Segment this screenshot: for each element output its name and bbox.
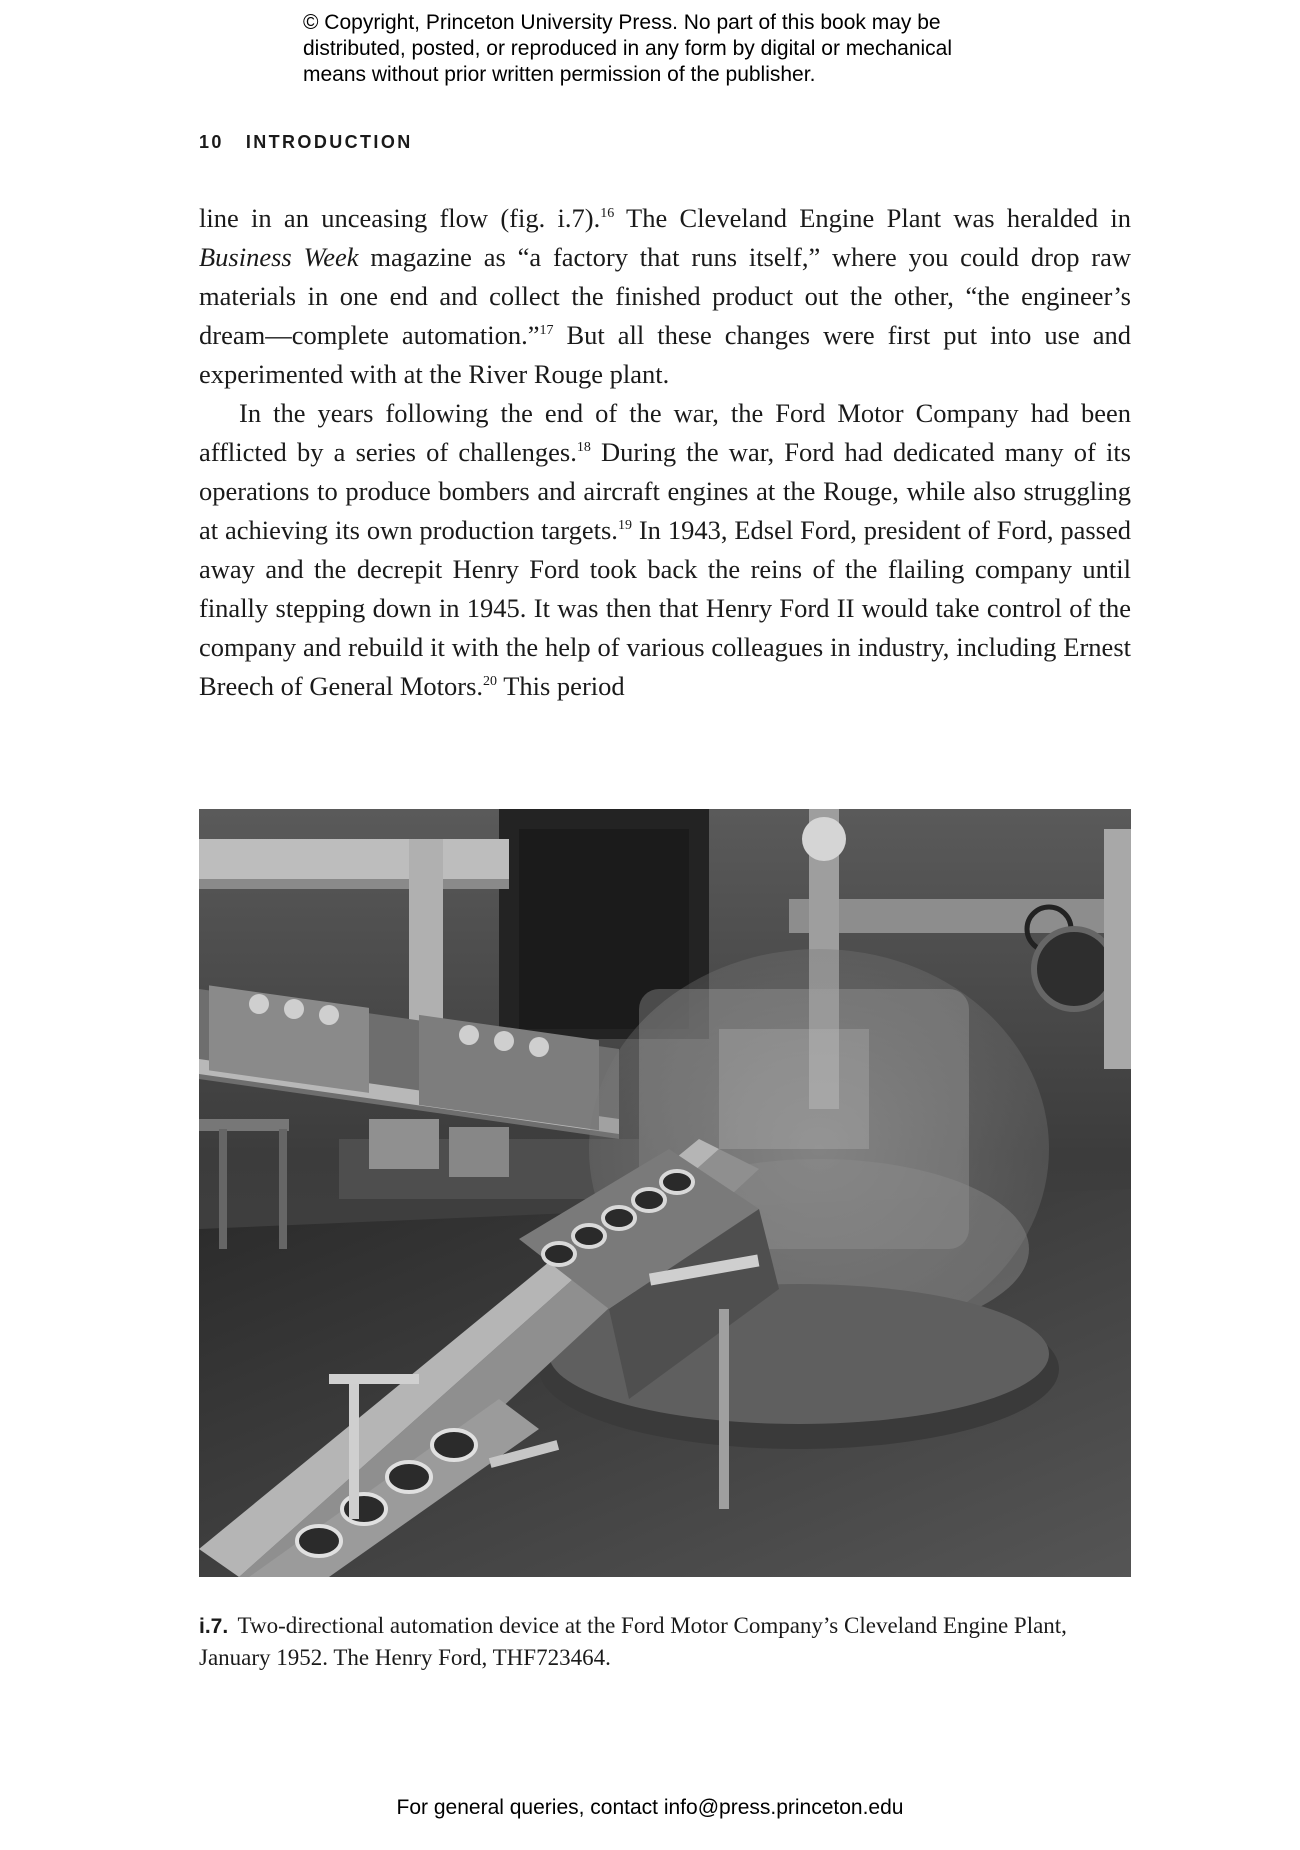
paragraph	[199, 394, 1131, 706]
footer-contact: For general queries, contact info@press.princeton.edu	[396, 1796, 904, 1819]
text-run: This period	[497, 671, 625, 701]
footnote-ref[interactable]: 16	[600, 206, 615, 221]
copyright-line: means without prior written permission of the publisher.	[303, 63, 816, 86]
text-run: But all these changes were first put into use and experimented with at the River Rouge plant.	[199, 320, 1132, 389]
section-title: INTRODUCTION	[245, 132, 413, 152]
paragraph	[199, 199, 1131, 394]
text-run: In the years following the end of the war, the Ford Motor Company had been afflicted by a series of challenges.	[199, 398, 1131, 467]
text-run: The Cleveland Engine Plant was heralded in	[614, 203, 1131, 233]
text-run: magazine as “a factory that runs itself,” where you could drop raw materials in one end and collect the finished product out the other, “the engineer’s dream—complete automation.”	[199, 242, 1131, 350]
copyright-line: distributed, posted, or reproduced in any form by digital or mechanical	[303, 37, 953, 60]
caption-text: Two-directional automation device at the Ford Motor Company’s Cleveland Engine Plant, January 1952. The Henry Ford, THF723464.	[199, 1613, 1067, 1670]
text-run: In 1943, Edsel Ford, president of Ford, passed away and the decrepit Henry Ford took back the reins of the flailing company until finally stepping down in 1945. It was then that Henry Ford II would take control of the company and rebuild it with the help of various colleagues in industry, including Ernest Breech of General Motors.	[199, 515, 1131, 701]
factory-photo-illustration	[199, 809, 1131, 1577]
text-run: line in an unceasing flow (fig. i.7).	[199, 203, 601, 233]
footnote-ref[interactable]: 20	[483, 674, 498, 689]
footnote-ref[interactable]: 17	[539, 323, 554, 338]
figure-caption	[199, 1610, 1131, 1673]
copyright-line: © Copyright, Princeton University Press. No part of this book may be	[303, 11, 941, 34]
publication-title: Business Week	[199, 242, 359, 272]
figure-photo	[199, 809, 1131, 1577]
running-head	[199, 132, 413, 153]
page-number: 10	[199, 132, 224, 152]
footnote-ref[interactable]: 19	[617, 518, 632, 533]
figure-label: i.7.	[199, 1615, 229, 1638]
copyright-notice	[303, 10, 1063, 88]
body-text	[199, 199, 1131, 706]
footnote-ref[interactable]: 18	[576, 440, 591, 455]
text-run: During the war, Ford had dedicated many of its operations to produce bombers and aircraft engines at the Rouge, while also struggling at achieving its own production targets.	[199, 437, 1131, 545]
